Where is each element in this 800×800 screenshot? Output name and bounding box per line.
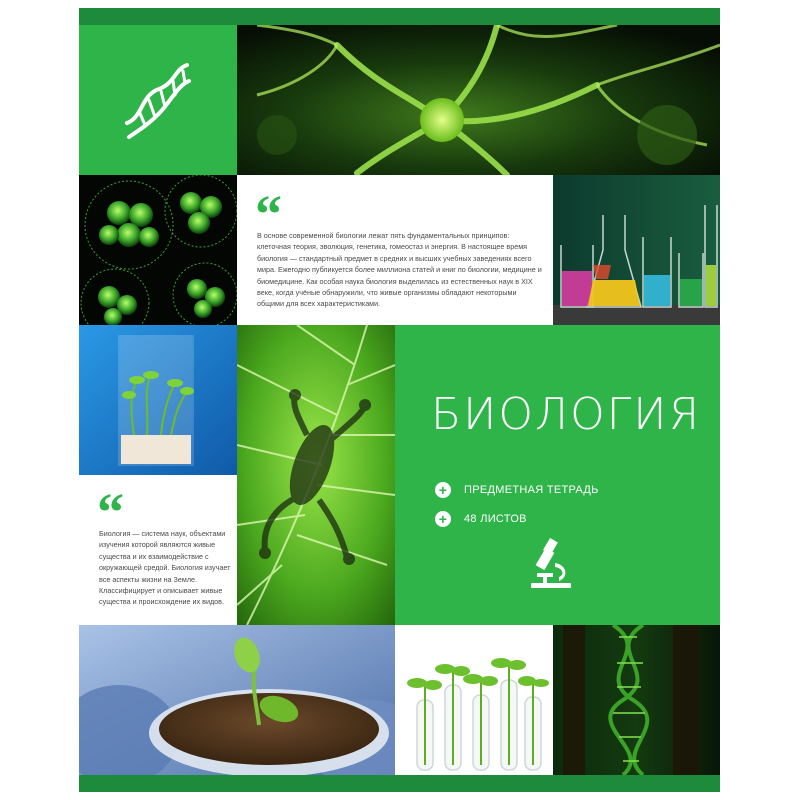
sprouts-in-beaker-photo: [79, 325, 237, 475]
dna-tile: [79, 25, 237, 175]
bottom-band: [79, 775, 720, 792]
dna-forest-photo: [553, 625, 720, 775]
top-band: [79, 8, 720, 25]
title-panel: [395, 325, 720, 625]
frog-on-leaf-photo: [237, 325, 395, 625]
chemistry-flasks-photo: [553, 175, 720, 325]
quote-left-mark: “: [97, 482, 124, 542]
bullet-sheet-count-text: 48 ЛИСТОВ: [464, 513, 527, 525]
bullet-subject-notebook: [435, 482, 599, 498]
microscope-icon: [529, 537, 573, 589]
quote-left-panel: [79, 475, 237, 625]
quote-top-panel: [237, 175, 553, 325]
notebook-cover: [79, 8, 720, 792]
quote-top-mark: “: [255, 184, 282, 244]
seedling-in-petri-dish-photo: [79, 625, 395, 775]
neuron-photo: [237, 25, 720, 175]
plus-circle-icon: +: [435, 511, 451, 527]
quote-left-text: Биология — система наук, объектами изучения которой являются живые существа и их взаимодействие с окружающей средой. Биология изучает все аспекты жизни на Земле. Классифицирует и описывает живые существа и происхождение их видов.: [99, 529, 231, 607]
seedlings-in-test-tubes-photo: [395, 625, 553, 775]
quote-top-text: В основе современной биологии лежат пять фундаментальных принципов: клеточная теория, эволюция, генетика, гомеостаз и энергия. В настоящее время биология — стандартный предмет в средних и высших учебных заведениях всего мира. Ежегодно публикуется более миллиона статей и книг по биологии, медицине и биомедицине. Как особая наука биология выделилась из естественных наук в XIX веке, когда учёные обнаружили, что живые организмы обладают некоторыми общими для всех характеристиками.: [257, 231, 542, 309]
subject-title: БИОЛОГИЯ: [431, 389, 702, 440]
green-cells-photo: [79, 175, 237, 325]
bullet-sheet-count: [435, 511, 527, 527]
plus-circle-icon: +: [435, 482, 451, 498]
bullet-subject-notebook-text: ПРЕДМЕТНАЯ ТЕТРАДЬ: [464, 484, 599, 496]
dna-icon: [79, 25, 237, 175]
